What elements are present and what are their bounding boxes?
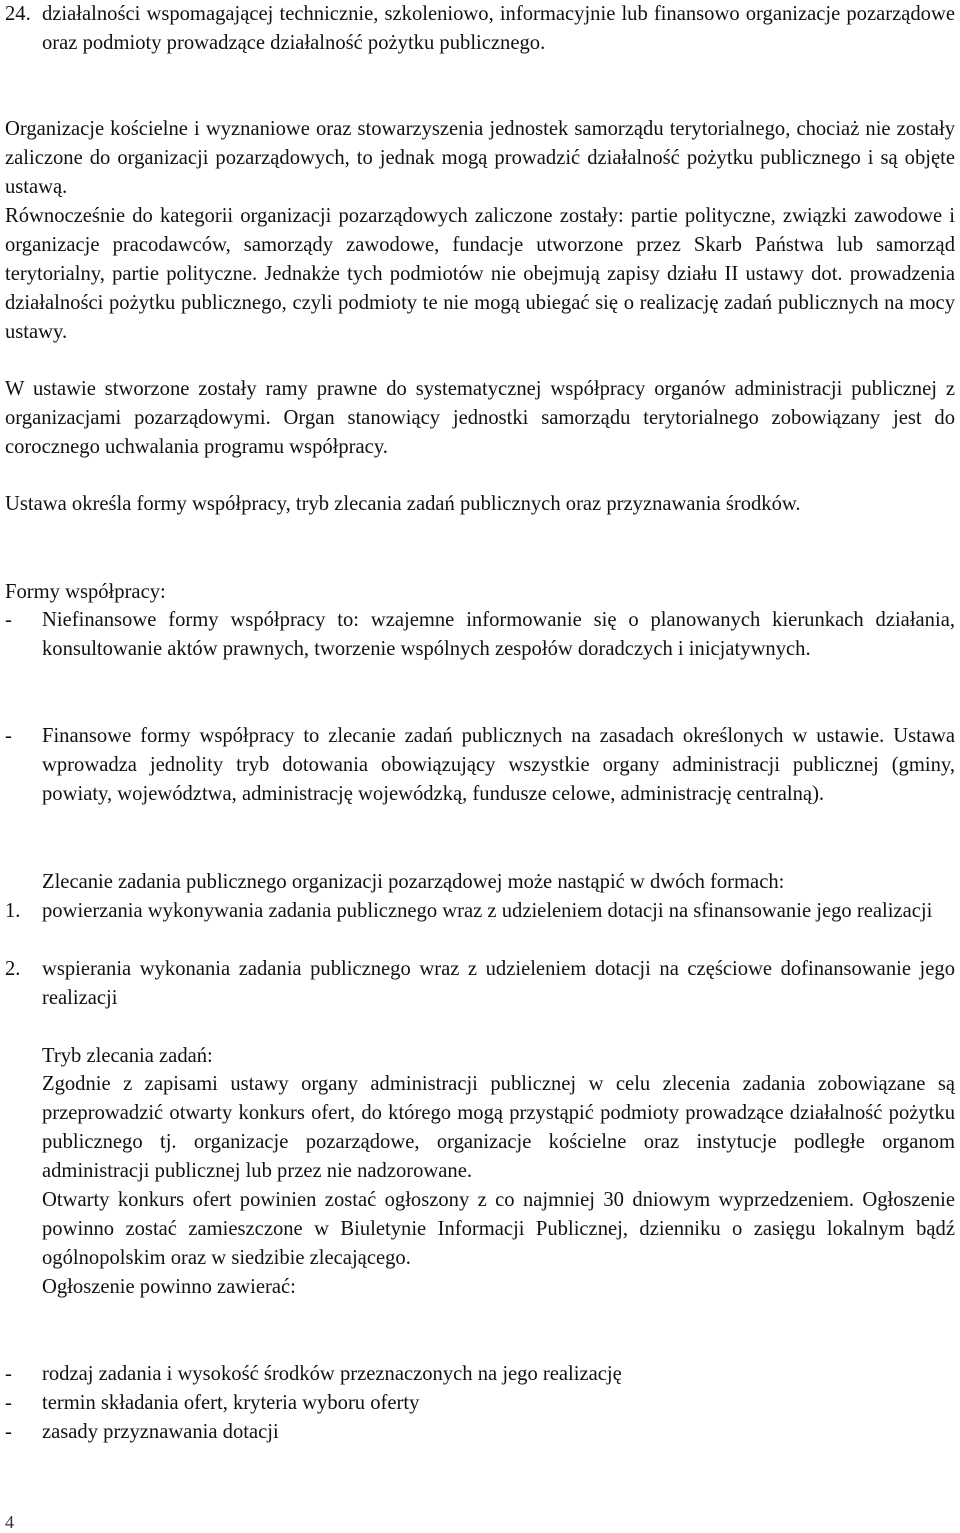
numbered-item-2: [5, 955, 955, 1013]
dash-bullet: -: [5, 725, 12, 747]
list-item-text: powierzania wykonywania zadania publicznego wraz z udzieleniem dotacji na sfinansowanie jego realizacji: [42, 900, 933, 922]
list-item: [5, 1389, 955, 1418]
dash-bullet: -: [5, 1363, 12, 1385]
list-number: 2.: [5, 958, 21, 980]
list-item-text: Niefinansowe formy współpracy to: wzajemne informowanie się o planowanych kierunkach działania, konsultowanie aktów prawnych, tworzenie wspólnych zespołów doradczych i inicjatywnych.: [42, 609, 955, 660]
numbered-item-1: [5, 897, 955, 926]
list-item: [5, 1418, 955, 1447]
paragraph-ramy-prawne: W ustawie stworzone zostały ramy prawne do systematycznej współpracy organów administracji publicznej z organizacjami pozarządowymi. Organ stanowiący jednostki samorządu terytorialnego zobowiązany jest do corocznego uchwalania programu współpracy.: [5, 378, 955, 458]
dash-bullet: -: [5, 1421, 12, 1443]
list-item-finansowe: [5, 722, 955, 809]
page-number: 4: [5, 1512, 14, 1532]
list-item-niefinansowe: [5, 606, 955, 664]
list-item-text: Finansowe formy współpracy to zlecanie zadań publicznych na zasadach określonych w ustawie. Ustawa wprowadza jednolity tryb dotowania obowiązujący wszystkie organy administracji publicznej (gminy, powiaty, województwa, administrację wojewódzką, fundusze celowe, administrację centralną).: [42, 725, 955, 805]
paragraph-tryb-ogloszenie: Ogłoszenie powinno zawierać:: [42, 1276, 296, 1298]
dash-bullet: -: [5, 1392, 12, 1414]
paragraph-ustawa-okresla: Ustawa określa formy współpracy, tryb zlecania zadań publicznych oraz przyznawania środków.: [5, 493, 801, 515]
paragraph-tryb-zgodnie: Zgodnie z zapisami ustawy organy administracji publicznej w celu zlecenia zadania zobowiązane są przeprowadzić otwarty konkurs ofert, do którego mogą przystąpić podmioty prowadzące działalność pożytku publicznego tj. organizacje pozarządowe, organizacje kościelne oraz instytucje podległe organom administracji publicznej lub przez nie nadzorowane.: [42, 1073, 955, 1182]
list-item-text: rodzaj zadania i wysokość środków przeznaczonych na jego realizację: [42, 1363, 622, 1385]
paragraph-koscielne: Organizacje kościelne i wyznaniowe oraz stowarzyszenia jednostek samorządu terytorialnego, chociaż nie zostały zaliczone do organizacji pozarządowych, to jednak mogą prowadzić działalność pożytku publicznego i są objęte ustawą.: [5, 118, 955, 198]
paragraph-tryb-konkurs: Otwarty konkurs ofert powinien zostać ogłoszony z co najmniej 30 dniowym wyprzedzeniem. Ogłoszenie powinno zostać zamieszczone w Biuletynie Informacji Publicznej, dzienniku o zasięgu lokalnym bądź ogólnopolskim oraz w siedzibie zlecającego.: [42, 1189, 955, 1269]
list-item: [5, 1360, 955, 1389]
heading-formy-wspolpracy: Formy współpracy:: [5, 581, 166, 603]
heading-tryb-zlecania: Tryb zlecania zadań:: [42, 1045, 213, 1067]
list-item-text: wspierania wykonania zadania publicznego wraz z udzieleniem dotacji na częściowe dofinansowanie jego realizacji: [42, 958, 955, 1009]
paragraph-rownoczesnie: Równocześnie do kategorii organizacji pozarządowych zaliczone zostały: partie polityczne, związki zawodowe i organizacje pracodawców, samorządy zawodowe, fundacje utworzone przez Skarb Państwa lub samorząd terytorialny, partie polityczne. Jednakże tych podmiotów nie obejmują zapisy działu II ustawy dot. prowadzenia działalności pożytku publicznego, czyli podmioty te nie mogą ubiegać się o realizację zadań publicznych na mocy ustawy.: [5, 205, 955, 343]
list-item-24: [5, 0, 955, 58]
ogloszenie-list: [5, 1360, 955, 1447]
list-number: 1.: [5, 900, 21, 922]
list-item-text: zasady przyznawania dotacji: [42, 1421, 279, 1443]
list-item-text: termin składania ofert, kryteria wyboru oferty: [42, 1392, 420, 1414]
paragraph-zlecanie-intro: Zlecanie zadania publicznego organizacji pozarządowej może nastąpić w dwóch formach:: [42, 871, 785, 893]
tryb-section: [5, 1070, 955, 1302]
list-item-text: działalności wspomagającej technicznie, szkoleniowo, informacyjnie lub finansowo organizacje pozarządowe oraz podmioty prowadzące działalność pożytku publicznego.: [42, 3, 955, 54]
dash-bullet: -: [5, 609, 12, 631]
list-number: 24.: [5, 3, 31, 25]
